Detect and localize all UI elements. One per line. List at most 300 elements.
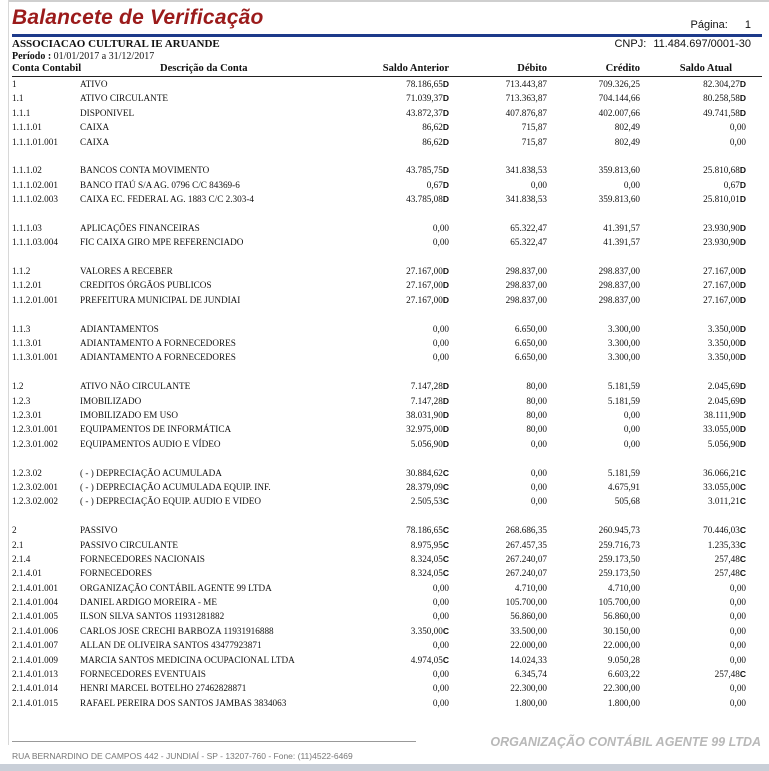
table-header [12, 63, 762, 76]
account-description: ATIVO [80, 79, 108, 89]
credit-amount [603, 681, 640, 695]
current-balance-value: 23.930,90 [703, 222, 740, 233]
table-row [12, 466, 762, 480]
previous-balance [406, 192, 449, 206]
current-balance-value: 49.741,58 [703, 107, 740, 118]
credit-amount [608, 480, 640, 494]
previous-balance-nature: D [442, 294, 449, 305]
previous-balance-nature: D [442, 438, 449, 449]
account-description: MARCIA SANTOS MEDICINA OCUPACIONAL LTDA [80, 654, 295, 665]
previous-balance-nature: C [442, 496, 449, 507]
current-balance-nature: D [739, 323, 746, 334]
account-code: 1.1.3.01.001 [12, 352, 58, 363]
account-code: 1.2.3 [12, 395, 31, 406]
account-description: DANIEL ARDIGO MOREIRA - ME [80, 597, 217, 608]
previous-balance-value: 5.056,90 [410, 438, 443, 449]
current-balance [708, 379, 746, 393]
credit-amount [599, 77, 640, 91]
account-code: 1.1.1.02.003 [12, 194, 58, 205]
table-row [12, 379, 762, 393]
current-balance-nature: C [739, 553, 746, 564]
table-row [12, 394, 762, 408]
credit-amount-value: 56.860,00 [603, 611, 640, 622]
credit-amount [608, 350, 640, 364]
debit-amount-value: 6.345,74 [514, 669, 547, 680]
current-balance [703, 91, 746, 105]
credit-amount-value: 259.716,73 [598, 539, 640, 550]
debit-amount-value: 33.500,00 [510, 625, 547, 636]
table-row [12, 552, 762, 566]
previous-balance [433, 696, 449, 710]
account-code: 1.1.1.03.004 [12, 237, 58, 248]
debit-amount [506, 538, 547, 552]
current-balance-nature: D [739, 107, 746, 118]
table-row [12, 638, 762, 652]
debit-amount-value: 0,00 [530, 496, 547, 507]
debit-amount-value: 0,00 [530, 438, 547, 449]
current-balance-nature: C [739, 669, 746, 680]
footer-address: RUA BERNARDINO DE CAMPOS 442 - JUNDIAÍ - SP - 13207-760 - Fone: (11)4522-6469 [12, 751, 353, 761]
debit-amount-value: 341.838,53 [505, 194, 547, 205]
previous-balance-value: 0,00 [432, 237, 449, 248]
account-description: PASSIVO [80, 525, 118, 536]
current-balance-value: 80.258,58 [703, 93, 740, 104]
credit-amount-value: 298.837,00 [598, 294, 640, 305]
debit-amount [510, 609, 547, 623]
credit-amount [599, 293, 640, 307]
debit-amount [531, 480, 547, 494]
credit-amount [599, 163, 640, 177]
current-balance [703, 235, 746, 249]
credit-amount-value: 704.144,66 [598, 93, 640, 104]
spacer-row [12, 509, 762, 523]
credit-amount-value: 22.000,00 [603, 640, 640, 651]
debit-amount-value: 22.300,00 [510, 683, 547, 694]
current-balance [724, 178, 746, 192]
previous-balance-nature: D [442, 424, 449, 435]
debit-amount-value: 4.710,00 [514, 582, 547, 593]
previous-balance-value: 7.147,28 [410, 395, 443, 406]
credit-amount [624, 437, 640, 451]
credit-amount-value: 3.300,00 [607, 352, 640, 363]
previous-balance-value: 27.167,00 [406, 280, 443, 291]
current-balance [708, 437, 746, 451]
debit-amount [531, 437, 547, 451]
current-balance-value: 70.446,03 [703, 525, 740, 536]
previous-balance-nature: D [442, 79, 449, 89]
current-balance [703, 466, 746, 480]
account-description: EQUIPAMENTOS DE INFORMÁTICA [80, 424, 232, 435]
account-description: ATIVO CIRCULANTE [80, 93, 169, 104]
current-balance [730, 681, 746, 695]
previous-balance-nature: C [442, 467, 449, 478]
debit-amount [510, 681, 547, 695]
account-code: 1.1.3 [12, 323, 31, 334]
previous-balance-value: 8.324,05 [410, 568, 443, 579]
col-header-code: Conta Contabil [12, 63, 82, 74]
debit-amount [531, 494, 547, 508]
debit-amount [526, 422, 547, 436]
previous-balance [406, 91, 449, 105]
account-description: ( - ) DEPRECIAÇÃO ACUMULADA [80, 467, 222, 478]
account-description: BANCOS CONTA MOVIMENTO [80, 165, 210, 176]
current-balance-nature: D [739, 93, 746, 104]
col-header-credit: Crédito [605, 63, 640, 74]
credit-amount-value: 41.391,57 [603, 237, 640, 248]
previous-balance [406, 106, 449, 120]
debit-amount [506, 106, 547, 120]
account-code: 1.1.1.01.001 [12, 136, 58, 147]
table-row [12, 696, 762, 710]
debit-amount [506, 523, 547, 537]
debit-amount-value: 0,00 [530, 481, 547, 492]
credit-amount [603, 235, 640, 249]
account-code: 2.1.4.01 [12, 568, 42, 579]
current-balance-value: 257,48 [714, 669, 740, 680]
previous-balance-nature: D [442, 280, 449, 291]
credit-amount-value: 298.837,00 [598, 266, 640, 277]
debit-amount [526, 408, 547, 422]
period-info [12, 51, 154, 62]
debit-amount [510, 653, 547, 667]
current-balance-value: 3.011,21 [708, 496, 740, 507]
table-row [12, 408, 762, 422]
account-code: 1.2 [12, 381, 24, 392]
previous-balance-nature: D [442, 122, 449, 133]
current-balance-value: 33.055,00 [703, 424, 740, 435]
current-balance-value: 0,00 [729, 654, 746, 665]
table-row [12, 163, 762, 177]
current-balance-value: 25.810,68 [703, 165, 740, 176]
credit-amount [608, 394, 640, 408]
table-row [12, 336, 762, 350]
account-description: FORNECEDORES [80, 568, 152, 579]
current-balance [703, 422, 746, 436]
debit-amount [510, 221, 547, 235]
current-balance [703, 523, 746, 537]
table-row [12, 422, 762, 436]
table-row [12, 235, 762, 249]
previous-balance-nature: C [442, 625, 449, 636]
current-balance-value: 25.810,01 [703, 194, 740, 205]
current-balance-value: 27.167,00 [703, 280, 740, 291]
account-description: CARLOS JOSE CRECHI BARBOZA 11931916888 [80, 625, 274, 636]
debit-amount [506, 264, 547, 278]
account-description: ADIANTAMENTO A FORNECEDORES [80, 352, 236, 363]
previous-balance-value: 78.186,65 [406, 79, 443, 89]
account-description: ( - ) DEPRECIAÇÃO EQUIP. AUDIO E VIDEO [80, 496, 262, 507]
debit-amount-value: 713.363,87 [505, 93, 547, 104]
debit-amount [531, 466, 547, 480]
col-header-current: Saldo Atual [679, 63, 732, 74]
debit-amount [506, 91, 547, 105]
credit-amount-value: 505,68 [614, 496, 640, 507]
current-balance [730, 581, 746, 595]
credit-amount-value: 30.150,00 [603, 625, 640, 636]
current-balance-value: 36.066,21 [703, 467, 740, 478]
current-balance [730, 120, 746, 134]
table-row [12, 595, 762, 609]
credit-amount [599, 538, 640, 552]
previous-balance [406, 422, 449, 436]
credit-amount [608, 466, 640, 480]
previous-balance-nature: D [442, 165, 449, 176]
previous-balance-value: 0,00 [432, 683, 449, 694]
credit-amount [603, 638, 640, 652]
current-balance-value: 82.304,27 [703, 79, 740, 89]
current-balance [708, 538, 746, 552]
debit-amount-value: 715,87 [521, 136, 547, 147]
account-code: 2.1.4 [12, 553, 31, 564]
current-balance-nature: D [739, 409, 746, 420]
col-header-previous: Saldo Anterior [382, 63, 449, 74]
previous-balance-value: 0,00 [432, 597, 449, 608]
table-row [12, 120, 762, 134]
page-label: Página: [690, 19, 728, 31]
previous-balance-value: 0,00 [432, 611, 449, 622]
current-balance-value: 0,00 [729, 597, 746, 608]
account-description: EQUIPAMENTOS AUDIO E VÍDEO [80, 438, 221, 449]
debit-amount [506, 163, 547, 177]
current-balance-nature: C [739, 525, 746, 536]
current-balance-value: 0,00 [729, 611, 746, 622]
debit-amount [515, 322, 547, 336]
table-row [12, 135, 762, 149]
spacer-row [12, 451, 762, 465]
current-balance [730, 653, 746, 667]
credit-amount-value: 9.050,28 [607, 654, 640, 665]
account-code: 1.1.1.02 [12, 165, 42, 176]
table-row [12, 322, 762, 336]
current-balance-nature: D [739, 165, 746, 176]
account-code: 1.2.3.01.001 [12, 424, 58, 435]
previous-balance-value: 71.039,37 [406, 93, 443, 104]
previous-balance [406, 264, 449, 278]
previous-balance [433, 581, 449, 595]
current-balance [703, 163, 746, 177]
account-description: FORNECEDORES EVENTUAIS [80, 669, 206, 680]
spacer-row [12, 250, 762, 264]
credit-amount [608, 322, 640, 336]
current-balance-value: 0,00 [729, 136, 746, 147]
account-code: 1.1 [12, 93, 24, 104]
previous-balance-value: 30.884,62 [406, 467, 443, 478]
current-balance-value: 27.167,00 [703, 266, 740, 277]
account-code: 2.1.4.01.009 [12, 654, 58, 665]
debit-amount [515, 667, 547, 681]
cnpj-label: CNPJ: [614, 38, 647, 50]
account-table [12, 77, 762, 710]
debit-amount-value: 298.837,00 [505, 294, 547, 305]
account-code: 2.1.4.01.005 [12, 611, 58, 622]
table-row [12, 667, 762, 681]
current-balance [703, 264, 746, 278]
footer-divider [12, 741, 416, 742]
current-balance-value: 23.930,90 [703, 237, 740, 248]
credit-amount-value: 260.945,73 [598, 525, 640, 536]
previous-balance-nature: C [442, 481, 449, 492]
previous-balance [433, 350, 449, 364]
previous-balance [406, 77, 449, 91]
current-balance [703, 480, 746, 494]
account-description: ADIANTAMENTO A FORNECEDORES [80, 338, 236, 349]
account-description: CAIXA EC. FEDERAL AG. 1883 C/C 2.303-4 [80, 194, 254, 205]
account-description: ALLAN DE OLIVEIRA SANTOS 43477923871 [80, 640, 262, 651]
account-code: 1.1.1.02.001 [12, 179, 58, 190]
table-row [12, 77, 762, 91]
account-code: 2.1.4.01.015 [12, 697, 58, 708]
current-balance [715, 552, 746, 566]
debit-amount-value: 80,00 [526, 424, 547, 435]
previous-balance-value: 32.975,00 [406, 424, 443, 435]
current-balance-value: 2.045,69 [707, 381, 740, 392]
debit-amount [510, 638, 547, 652]
credit-amount [624, 408, 640, 422]
account-description: FORNECEDORES NACIONAIS [80, 553, 205, 564]
debit-amount [522, 135, 547, 149]
credit-amount [615, 135, 640, 149]
debit-amount [506, 192, 547, 206]
previous-balance-value: 7.147,28 [410, 381, 443, 392]
account-description: CAIXA [80, 136, 110, 147]
previous-balance-nature: D [442, 194, 449, 205]
current-balance [703, 221, 746, 235]
credit-amount [608, 336, 640, 350]
account-description: PREFEITURA MUNICIPAL DE JUNDIAI [80, 294, 241, 305]
current-balance [704, 408, 746, 422]
table-row [12, 624, 762, 638]
previous-balance [433, 235, 449, 249]
current-balance-value: 0,00 [729, 625, 746, 636]
previous-balance-value: 43.785,08 [406, 194, 443, 205]
previous-balance [406, 278, 449, 292]
credit-amount-value: 105.700,00 [598, 597, 640, 608]
current-balance [708, 322, 746, 336]
previous-balance-nature: C [442, 553, 449, 564]
account-description: CAIXA [80, 122, 110, 133]
previous-balance-nature: C [442, 525, 449, 536]
previous-balance-value: 43.872,37 [406, 107, 443, 118]
previous-balance [406, 408, 449, 422]
previous-balance-value: 0,00 [432, 323, 449, 334]
credit-amount-value: 1.800,00 [607, 697, 640, 708]
previous-balance [433, 595, 449, 609]
previous-balance [411, 494, 449, 508]
credit-amount [599, 566, 640, 580]
current-balance-nature: D [739, 79, 746, 89]
table-row [12, 480, 762, 494]
window-bottom-band [0, 764, 769, 771]
spacer-row [12, 207, 762, 221]
previous-balance-value: 0,00 [432, 222, 449, 233]
previous-balance-value: 0,00 [432, 582, 449, 593]
previous-balance [433, 336, 449, 350]
debit-amount [506, 566, 547, 580]
debit-amount-value: 22.000,00 [510, 640, 547, 651]
credit-amount-value: 709.326,25 [598, 79, 640, 89]
debit-amount-value: 267.240,07 [505, 553, 547, 564]
credit-amount-value: 5.181,59 [607, 395, 640, 406]
debit-amount-value: 267.457,35 [505, 539, 547, 550]
current-balance [708, 494, 746, 508]
previous-balance [411, 437, 449, 451]
account-description: FIC CAIXA GIRO MPE REFERENCIADO [80, 237, 244, 248]
table-row [12, 106, 762, 120]
previous-balance-nature: C [442, 654, 449, 665]
credit-amount-value: 6.603,22 [607, 669, 640, 680]
current-balance-value: 3.350,00 [707, 352, 740, 363]
current-balance-value: 0,00 [729, 683, 746, 694]
table-row [12, 350, 762, 364]
previous-balance-value: 0,00 [432, 640, 449, 651]
credit-amount-value: 4.675,91 [607, 481, 640, 492]
previous-balance-value: 0,00 [432, 669, 449, 680]
current-balance-nature: C [739, 568, 746, 579]
debit-amount-value: 407.876,87 [505, 107, 547, 118]
account-code: 1 [12, 79, 17, 89]
debit-amount-value: 341.838,53 [505, 165, 547, 176]
credit-amount [599, 192, 640, 206]
current-balance-nature: D [739, 438, 746, 449]
account-code: 2.1.4.01.007 [12, 640, 58, 651]
previous-balance [411, 538, 449, 552]
previous-balance-value: 27.167,00 [406, 266, 443, 277]
credit-amount-value: 4.710,00 [607, 582, 640, 593]
account-description: ILSON SILVA SANTOS 11931281882 [80, 611, 225, 622]
previous-balance-value: 0,00 [432, 352, 449, 363]
debit-amount-value: 0,00 [530, 179, 547, 190]
current-balance-nature: D [739, 280, 746, 291]
current-balance-value: 33.055,00 [703, 481, 740, 492]
table-row [12, 278, 762, 292]
current-balance [703, 192, 746, 206]
previous-balance-value: 38.031,90 [406, 409, 443, 420]
current-balance-value: 0,00 [729, 122, 746, 133]
debit-amount [526, 379, 547, 393]
account-description: APLICAÇÕES FINANCEIRAS [80, 222, 200, 233]
credit-amount-value: 3.300,00 [607, 323, 640, 334]
credit-amount [624, 178, 640, 192]
current-balance-value: 3.350,00 [707, 338, 740, 349]
current-balance-value: 0,00 [729, 582, 746, 593]
account-code: 2.1.4.01.013 [12, 669, 58, 680]
previous-balance-nature: D [442, 266, 449, 277]
current-balance [730, 595, 746, 609]
current-balance-nature: D [739, 194, 746, 205]
spacer-row [12, 307, 762, 321]
previous-balance-value: 27.167,00 [406, 294, 443, 305]
credit-amount [615, 120, 640, 134]
debit-amount-value: 6.650,00 [514, 338, 547, 349]
credit-amount [599, 552, 640, 566]
current-balance-nature: C [739, 481, 746, 492]
current-balance-nature: D [739, 266, 746, 277]
frame-top-border [8, 0, 769, 2]
current-balance-nature: D [739, 294, 746, 305]
table-row [12, 264, 762, 278]
debit-amount [515, 336, 547, 350]
debit-amount-value: 80,00 [526, 409, 547, 420]
credit-amount-value: 359.813,60 [598, 165, 640, 176]
previous-balance-nature: D [442, 107, 449, 118]
previous-balance [433, 681, 449, 695]
previous-balance-nature: C [442, 568, 449, 579]
account-code: 1.1.1.01 [12, 122, 42, 133]
credit-amount [599, 91, 640, 105]
current-balance [703, 293, 746, 307]
table-row [12, 609, 762, 623]
current-balance-nature: C [739, 539, 746, 550]
